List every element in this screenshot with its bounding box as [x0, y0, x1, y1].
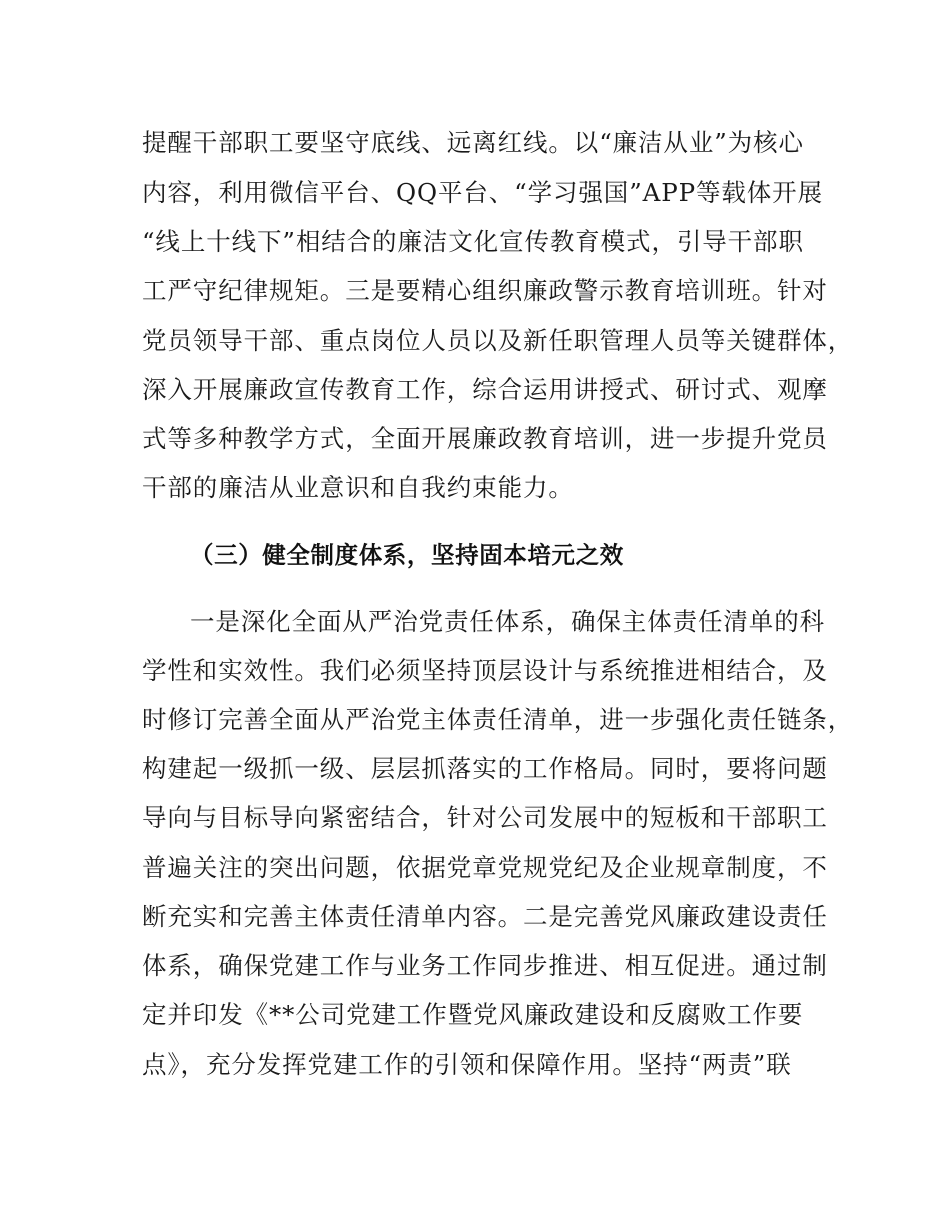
text-line: 体系，确保党建工作与业务工作同步推进、相互促进。通过制: [142, 951, 828, 980]
text-line: 点》，充分发挥党建工作的引领和保障作用。坚持“两责”联: [142, 1050, 792, 1079]
text-line: 导向与目标导向紧密结合，针对公司发展中的短板和干部职工: [142, 803, 828, 832]
text-line: 学性和实效性。我们必须坚持顶层设计与系统推进相结合，及: [142, 656, 828, 685]
text-line: 内容，利用微信平台、QQ平台、“学习强国”APP等载体开展: [142, 178, 823, 207]
text-line: 工严守纪律规矩。三是要精心组织廉政警示教育培训班。针对: [142, 276, 828, 305]
text-line: 党员领导干部、重点岗位人员以及新任职管理人员等关键群体，: [142, 326, 854, 355]
text-line: “线上十线下”相结合的廉洁文化宣传教育模式，引导干部职: [142, 227, 804, 256]
text-line: 普遍关注的突出问题，依据党章党规党纪及企业规章制度，不: [142, 853, 828, 882]
text-line: 时修订完善全面从严治党主体责任清单，进一步强化责任链条，: [142, 705, 854, 734]
text-line: 一是深化全面从严治党责任体系，确保主体责任清单的科: [190, 607, 825, 636]
text-line: 定并印发《**公司党建工作暨党风廉政建设和反腐败工作要: [142, 1000, 804, 1029]
text-line: 深入开展廉政宣传教育工作，综合运用讲授式、研讨式、观摩: [142, 375, 828, 404]
section-heading: （三）健全制度体系，坚持固本培元之效: [190, 541, 624, 569]
text-line: 构建起一级抓一级、层层抓落实的工作格局。同时，要将问题: [142, 754, 828, 783]
text-line: 提醒干部职工要坚守底线、远离红线。以“廉洁从业”为核心: [142, 128, 804, 157]
text-line: 干部的廉洁从业意识和自我约束能力。: [142, 473, 574, 502]
text-line: 断充实和完善主体责任清单内容。二是完善党风廉政建设责任: [142, 902, 828, 931]
text-line: 式等多种教学方式，全面开展廉政教育培训，进一步提升党员: [142, 424, 828, 453]
